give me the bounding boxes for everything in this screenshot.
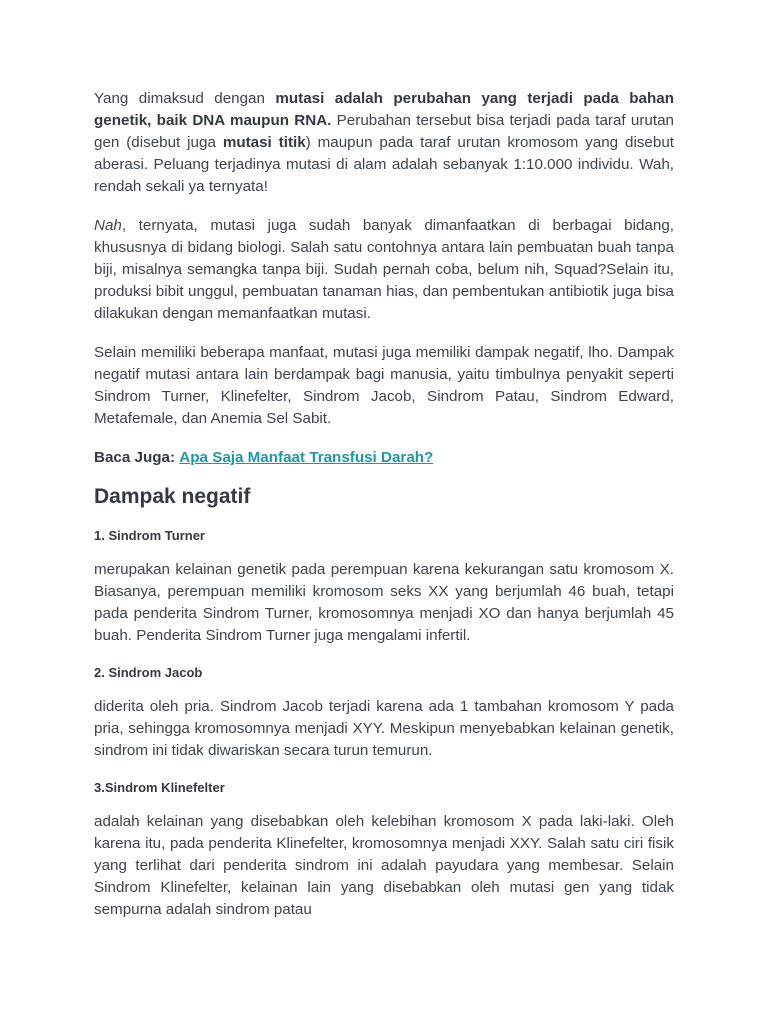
baca-juga-label: Baca Juga:: [94, 449, 176, 466]
text-run: Yang dimaksud dengan: [94, 90, 276, 107]
intro-paragraph-3: Selain memiliki beberapa manfaat, mutasi juga memiliki dampak negatif, lho. Dampak negatif mutasi antara lain berdampak bagi manusia, yaitu timbulnya penyakit seperti Sindrom Turner, Klinefelter, Sindrom Jacob, Sindrom Patau, Sindrom Edward, Metafemale, dan Anemia Sel Sabit.: [94, 344, 674, 427]
section-heading: Dampak negatif: [94, 485, 251, 508]
text-run: , ternyata, mutasi juga sudah banyak dimanfaatkan di berbagai bidang, khususnya di bidang biologi. Salah satu contohnya antara lain pembuatan buah tanpa biji, misalnya semangka tanpa biji. Sudah pernah coba, belum nih, Squad?Selain itu, produksi bibit unggul, pembuatan tanaman hias, dan pembentukan antibiotik juga bisa dilakukan dengan memanfaatkan mutasi.: [94, 217, 674, 322]
item-title-sindrom-klinefelter: 3.Sindrom Klinefelter: [94, 780, 225, 795]
item-title-sindrom-jacob: 2. Sindrom Jacob: [94, 665, 203, 680]
bold-text-run: mutasi titik: [222, 134, 306, 151]
intro-paragraph-1: [94, 88, 674, 198]
text-run: ) maupun pada taraf urutan kromosom yang disebut aberasi. Peluang terjadinya mutasi di alam adalah sebanyak 1:10.000 individu. Wah, rendah sekali ya ternyata!: [94, 134, 674, 195]
bold-text-run: mutasi adalah perubahan yang terjadi pada bahan genetik, baik DNA maupun RNA.: [94, 90, 675, 129]
italic-text-run: Nah: [94, 217, 122, 234]
intro-paragraph-2: [94, 215, 674, 325]
item-body-sindrom-turner: merupakan kelainan genetik pada perempuan karena kekurangan satu kromosom X. Biasanya, perempuan memiliki kromosom seks XX yang berjumlah 46 buah, tetapi pada penderita Sindrom Turner, kromosomnya menjadi XO dan hanya berjumlah 45 buah. Penderita Sindrom Turner juga mengalami infertil.: [94, 561, 674, 644]
item-title-sindrom-turner: 1. Sindrom Turner: [94, 528, 205, 543]
article-content: [94, 88, 674, 938]
baca-juga-link[interactable]: Apa Saja Manfaat Transfusi Darah?: [179, 449, 434, 466]
item-body-sindrom-klinefelter: adalah kelainan yang disebabkan oleh kelebihan kromosom X pada laki-laki. Oleh karena itu, pada penderita Klinefelter, kromosomnya menjadi XXY. Salah satu ciri fisik yang terlihat dari penderita sindrom ini adalah payudara yang membesar. Selain Sindrom Klinefelter, kelainan lain yang disebabkan oleh mutasi gen yang tidak sempurna adalah sindrom patau: [94, 813, 674, 918]
baca-juga: [94, 447, 674, 469]
text-run: Perubahan tersebut bisa terjadi pada taraf urutan gen (disebut juga: [94, 112, 674, 151]
item-body-sindrom-jacob: diderita oleh pria. Sindrom Jacob terjadi karena ada 1 tambahan kromosom Y pada pria, sehingga kromosomnya menjadi XYY. Meskipun menyebabkan kelainan genetik, sindrom ini tidak diwariskan secara turun temurun.: [94, 698, 674, 759]
